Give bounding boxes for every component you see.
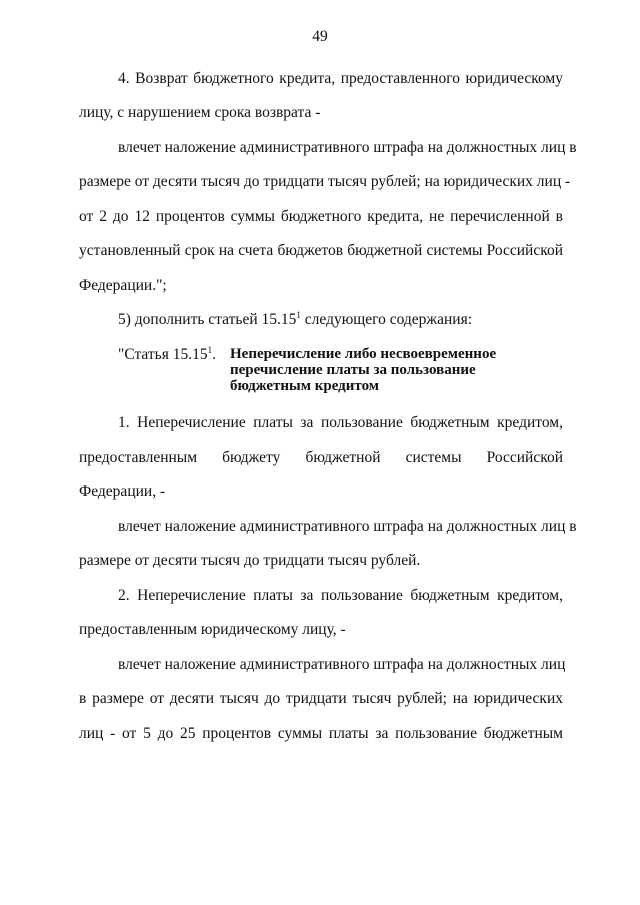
superscript: 1 xyxy=(296,309,301,320)
paragraph-line: влечет наложение административного штрафа на должностных лиц в xyxy=(118,139,577,156)
paragraph-line: Федерации, - xyxy=(79,483,166,500)
paragraph-line: размере от десяти тысяч до тридцати тысяч рублей; на юридических лиц - xyxy=(79,173,571,190)
paragraph-line: Федерации."; xyxy=(79,277,167,294)
article-title-line: бюджетным кредитом xyxy=(230,378,379,394)
article-title-line: перечисление платы за пользование xyxy=(230,362,476,378)
paragraph-line: влечет наложение административного штрафа на должностных лиц xyxy=(118,656,566,673)
paragraph-line: предоставленным бюджету бюджетной системы Российской xyxy=(79,449,563,466)
paragraph-line: 4. Возврат бюджетного кредита, предоставленного юридическому xyxy=(118,70,563,87)
paragraph-line xyxy=(118,311,563,329)
paragraph-line: установленный срок на счета бюджетов бюджетной системы Российской xyxy=(79,242,563,259)
amend-text-suffix: следующего содержания: xyxy=(300,311,473,328)
paragraph-line: лицу, с нарушением срока возврата - xyxy=(79,104,321,121)
paragraph-line: 2. Неперечисление платы за пользование бюджетным кредитом, xyxy=(118,587,563,604)
article-title-line: Неперечисление либо несвоевременное xyxy=(230,346,497,362)
article-label: "Статья 15.15$^1$. xyxy=(118,344,216,363)
article-superscript: 1 xyxy=(207,344,213,355)
paragraph-line: предоставленным юридическому лицу, - xyxy=(79,621,346,638)
paragraph-line: лиц - от 5 до 25 процентов суммы платы за пользование бюджетным xyxy=(79,725,563,742)
paragraph-line: от 2 до 12 процентов суммы бюджетного кредита, не перечисленной в xyxy=(79,208,563,225)
amend-text: 5) дополнить статьей 15.15 xyxy=(118,311,297,328)
paragraph-line: в размере от десяти тысяч до тридцати тысяч рублей; на юридических xyxy=(79,690,563,707)
paragraph-line: влечет наложение административного штрафа на должностных лиц в xyxy=(118,518,577,535)
paragraph-line: размере от десяти тысяч до тридцати тысяч рублей. xyxy=(79,552,421,569)
paragraph-line: 1. Неперечисление платы за пользование бюджетным кредитом, xyxy=(118,414,563,431)
page-number: 49 xyxy=(312,28,328,45)
